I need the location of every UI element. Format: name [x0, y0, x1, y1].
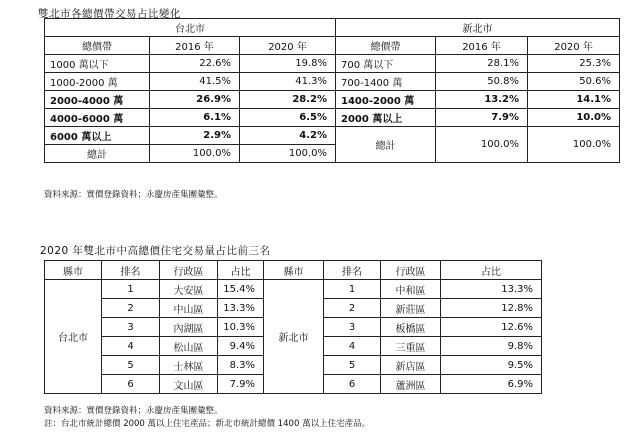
city-label-newtaipei: 新北市 — [264, 280, 324, 394]
table2-title: 2020 年雙北市中高總價住宅交易量占比前三名 — [40, 245, 271, 257]
rank-cell: 1 — [102, 280, 160, 299]
table2-source: 資料來源：實價登錄資料；永慶房產集團彙整。 — [44, 406, 223, 416]
rank-cell: 5 — [102, 356, 160, 375]
table-cell-highlighted: 4000-6000 萬 — [45, 109, 150, 127]
table-cell: 41.3% — [240, 73, 336, 91]
col-header: 行政區 — [381, 261, 441, 280]
table-cell: 1000 萬以下 — [45, 55, 150, 73]
col-header: 排名 — [324, 261, 381, 280]
district-cell: 文山區 — [160, 375, 218, 394]
share-cell: 13.3% — [218, 299, 264, 318]
table-cell: 22.6% — [150, 55, 240, 73]
col-header: 占比 — [441, 261, 542, 280]
rank-cell: 2 — [324, 299, 381, 318]
city-label-taipei: 台北市 — [45, 280, 102, 394]
district-cell: 士林區 — [160, 356, 218, 375]
table-cell-highlighted: 13.2% — [436, 91, 528, 109]
col-header: 縣市 — [264, 261, 324, 280]
share-cell: 13.3% — [441, 280, 542, 299]
share-cell: 9.4% — [218, 337, 264, 356]
table-cell-highlighted: 4.2% — [240, 127, 336, 145]
total-label: 總計 — [45, 145, 150, 163]
table-cell: 50.8% — [436, 73, 528, 91]
table-cell: 100.0% — [150, 145, 240, 163]
table-cell-highlighted: 2.9% — [150, 127, 240, 145]
rank-cell: 3 — [102, 318, 160, 337]
col-header: 行政區 — [160, 261, 218, 280]
district-cell: 松山區 — [160, 337, 218, 356]
district-cell: 內湖區 — [160, 318, 218, 337]
rank-cell: 6 — [324, 375, 381, 394]
table-cell: 700 萬以下 — [336, 55, 436, 73]
rank-cell: 2 — [102, 299, 160, 318]
table2-footnote: 註：台北市統計總價 2000 萬以上住宅產品；新北市統計總價 1400 萬以上住宅產品。 — [44, 419, 371, 429]
table-cell: 25.3% — [528, 55, 620, 73]
district-cell: 板橋區 — [381, 318, 441, 337]
col-header: 2016 年 — [150, 37, 240, 55]
top-districts-table — [44, 260, 542, 394]
table-cell-highlighted: 6000 萬以上 — [45, 127, 150, 145]
district-cell: 三重區 — [381, 337, 441, 356]
share-cell: 9.5% — [441, 356, 542, 375]
table-cell-highlighted: 6.1% — [150, 109, 240, 127]
table-cell: 700-1400 萬 — [336, 73, 436, 91]
table1-title: 雙北市各總價帶交易占比變化 — [38, 8, 181, 20]
rank-cell: 4 — [102, 337, 160, 356]
rank-cell: 4 — [324, 337, 381, 356]
price-band-share-table — [44, 18, 620, 163]
table-cell-highlighted: 14.1% — [528, 91, 620, 109]
rank-cell: 5 — [324, 356, 381, 375]
district-cell: 新店區 — [381, 356, 441, 375]
share-cell: 12.6% — [441, 318, 542, 337]
table-cell-highlighted: 2000-4000 萬 — [45, 91, 150, 109]
table-cell-highlighted: 2000 萬以上 — [336, 109, 436, 127]
table-cell: 19.8% — [240, 55, 336, 73]
table-cell: 28.1% — [436, 55, 528, 73]
col-header: 2020 年 — [528, 37, 620, 55]
col-header: 總價帶 — [45, 37, 150, 55]
group-header-newtaipei: 新北市 — [336, 19, 620, 37]
district-cell: 中和區 — [381, 280, 441, 299]
table-cell: 41.5% — [150, 73, 240, 91]
total-label: 總計 — [336, 127, 436, 163]
col-header: 占比 — [218, 261, 264, 280]
table-cell-highlighted: 7.9% — [436, 109, 528, 127]
table-cell-highlighted: 6.5% — [240, 109, 336, 127]
share-cell: 8.3% — [218, 356, 264, 375]
district-cell: 新莊區 — [381, 299, 441, 318]
col-header: 2020 年 — [240, 37, 336, 55]
table-cell-highlighted: 28.2% — [240, 91, 336, 109]
share-cell: 12.8% — [441, 299, 542, 318]
table1-source: 資料來源：實價登錄資料；永慶房產集團彙整。 — [44, 190, 223, 200]
district-cell: 蘆洲區 — [381, 375, 441, 394]
share-cell: 15.4% — [218, 280, 264, 299]
table-cell: 50.6% — [528, 73, 620, 91]
district-cell: 中山區 — [160, 299, 218, 318]
col-header: 總價帶 — [336, 37, 436, 55]
table-cell: 1000-2000 萬 — [45, 73, 150, 91]
rank-cell: 1 — [324, 280, 381, 299]
table-cell-highlighted: 10.0% — [528, 109, 620, 127]
table-cell: 100.0% — [528, 127, 620, 163]
table-cell: 100.0% — [240, 145, 336, 163]
table-cell: 100.0% — [436, 127, 528, 163]
table-cell-highlighted: 1400-2000 萬 — [336, 91, 436, 109]
col-header: 排名 — [102, 261, 160, 280]
district-cell: 大安區 — [160, 280, 218, 299]
table-cell-highlighted: 26.9% — [150, 91, 240, 109]
rank-cell: 3 — [324, 318, 381, 337]
rank-cell: 6 — [102, 375, 160, 394]
share-cell: 9.8% — [441, 337, 542, 356]
share-cell: 7.9% — [218, 375, 264, 394]
share-cell: 6.9% — [441, 375, 542, 394]
col-header: 2016 年 — [436, 37, 528, 55]
col-header: 縣市 — [45, 261, 102, 280]
group-header-taipei: 台北市 — [45, 19, 336, 37]
share-cell: 10.3% — [218, 318, 264, 337]
